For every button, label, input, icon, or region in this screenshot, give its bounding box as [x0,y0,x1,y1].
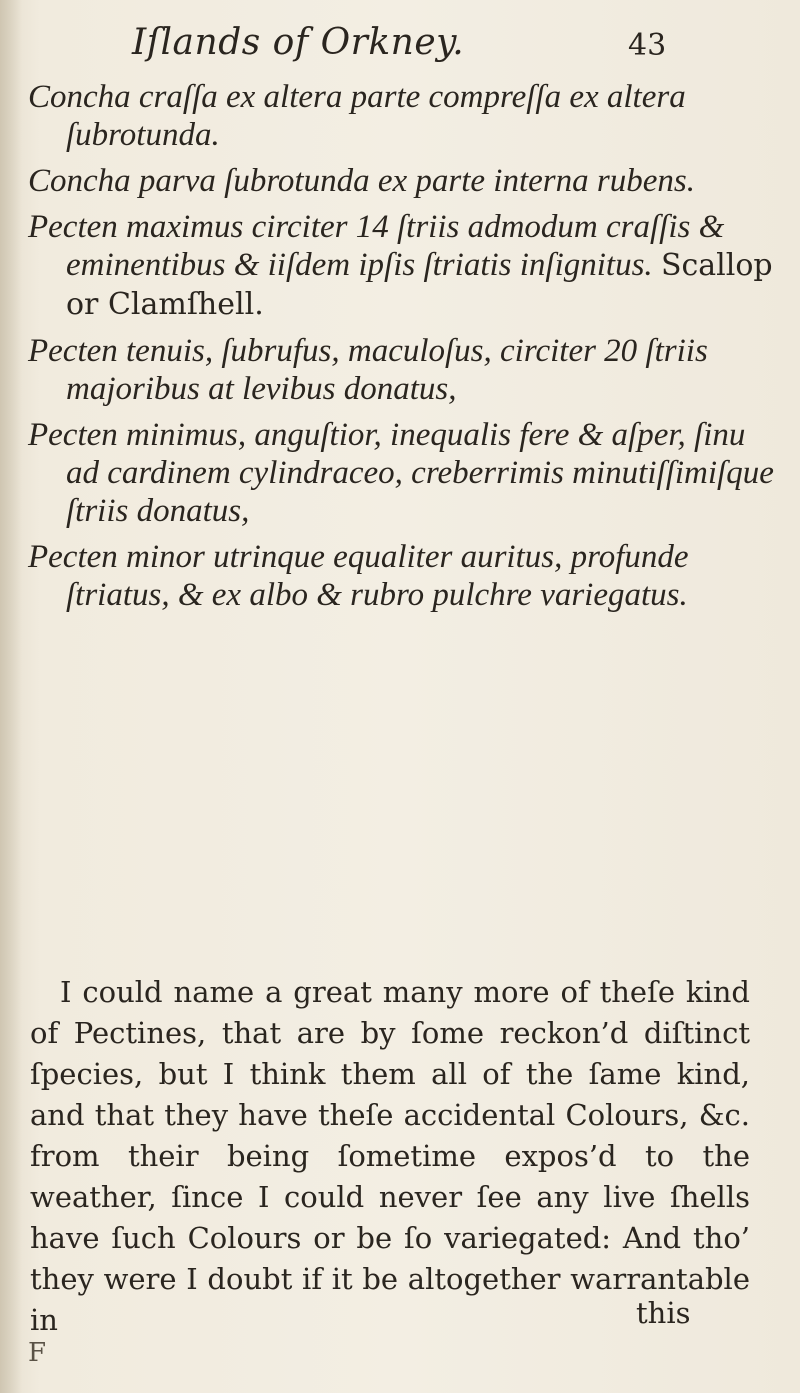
species-entry [0,332,776,408]
signature-mark: F [28,1338,47,1368]
species-entry [0,538,776,614]
catchword: this [636,1296,691,1330]
species-entry [0,162,776,200]
entry-latin: Pecten minimus, anguſtior, inequalis fere & aſper, ſinu ad cardinem cylindraceo, creberrimis minutiſſimiſque ſtriis donatus, [28,417,774,529]
page-number: 43 [628,28,667,63]
species-entry [0,416,776,530]
species-list [0,78,800,622]
entry-common-name: Scallop or Clamſhell. [66,248,773,322]
running-head: Iſlands of Orkney. [132,22,465,63]
entry-latin: Pecten minor utrinque equaliter auritus, profunde ſtriatus, & ex albo & rubro pulchre variegatus. [28,539,689,613]
entry-latin: Concha parva ſubrotunda ex parte interna rubens. [28,163,695,199]
body-paragraph [30,972,750,1341]
species-entry [0,78,776,154]
entry-latin: Concha craſſa ex altera parte compreſſa ex altera ſubrotunda. [28,79,686,153]
paragraph-text: I could name a great many more of theſe kind of Pectines, that are by ſome reckon’d diſtinct ſpecies, but I think them all of the ſame kind, and that they have theſe accidental Colours, &c. from their being ſometime expos’d to the weather, ſince I could never ſee any live ſhells have ſuch Colours or be ſo variegated: And tho’ they were I doubt if it be altogether warrantable in [30,975,750,1337]
entry-latin: Pecten tenuis, ſubrufus, maculoſus, circiter 20 ſtriis majoribus at levibus donatus, [28,333,708,407]
page-header [0,22,800,72]
entry-latin: Pecten maximus circiter 14 ſtriis admodum craſſis & eminentibus & iiſdem ipſis ſtriatis inſignitus. [28,209,725,283]
species-entry [0,208,776,324]
